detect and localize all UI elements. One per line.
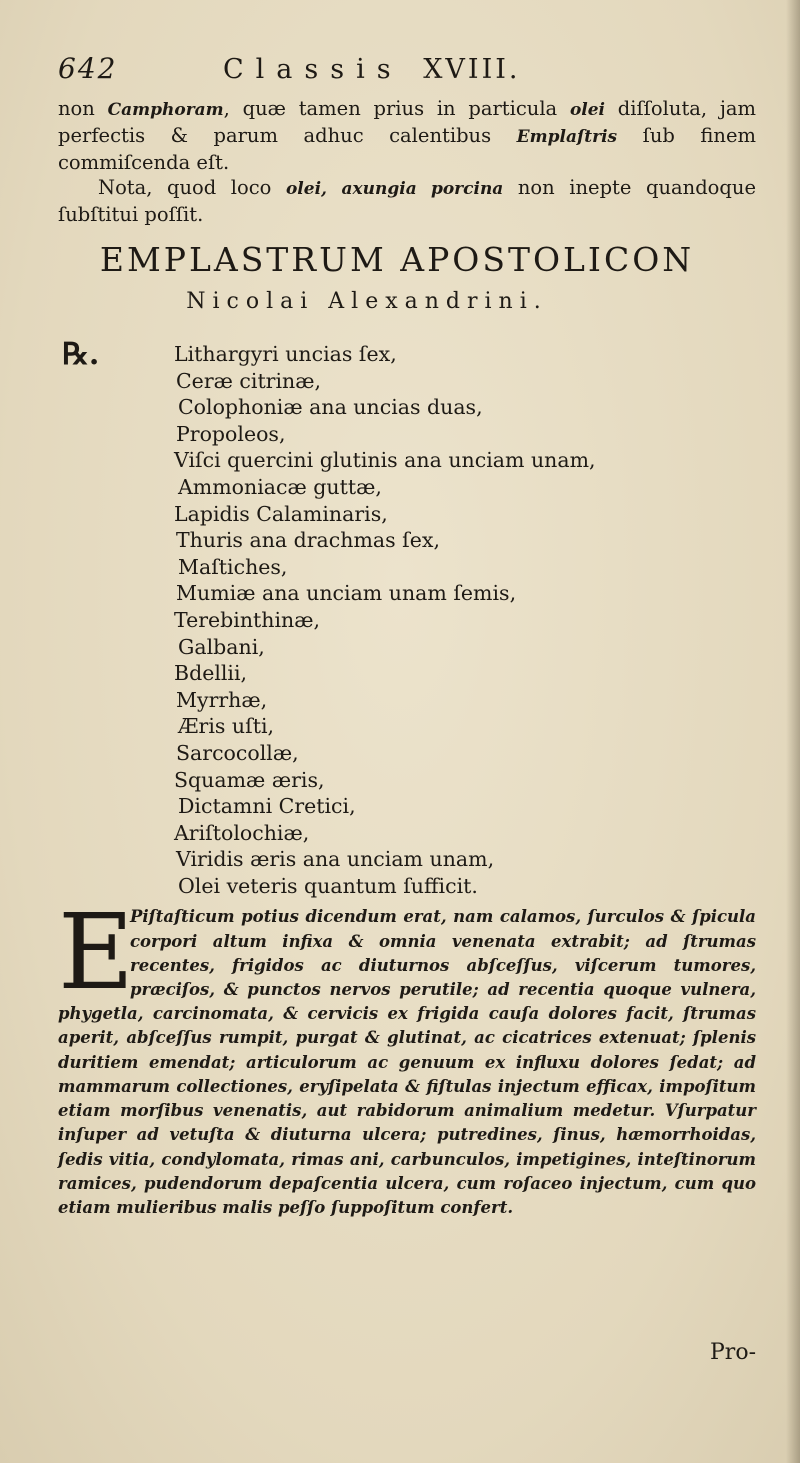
running-title (223, 54, 521, 85)
ingredient-item: Ceræ citrinæ, (176, 368, 322, 393)
note-text: non inepte quandoque ſubſtitui poſſit. (58, 176, 756, 226)
recipe-subtitle: Nicolai Alexandrini. (186, 289, 548, 314)
ingredient-item: Colophoniæ ana uncias duas, (178, 395, 483, 420)
recipe-symbol: ℞. (62, 337, 100, 372)
ingredient-item: Propoleos, (176, 421, 286, 446)
note-italic-olei: olei, (285, 179, 327, 199)
catchword: Pro- (710, 1340, 756, 1365)
ingredient-item: Viſci quercini glutinis ana unciam unam, (174, 448, 596, 473)
intro-italic-camphoram: Camphoram (107, 100, 224, 120)
ingredient-item: Maſtiches, (178, 554, 288, 579)
ingredient-list (58, 341, 756, 899)
intro-text: ſub finem commiſcenda eſt. (58, 124, 757, 174)
note-italic-axungia: axungia porcina (341, 179, 504, 199)
recipe-title: EMPLASTRUM APOSTOLICON (99, 240, 695, 279)
ingredient-item: Olei veteris quantum ſufficit. (178, 873, 478, 898)
ingredient-item: Terebinthinæ, (174, 607, 321, 632)
intro-text: non (58, 97, 95, 120)
ingredient-item: Ariſtolochiæ, (174, 820, 310, 845)
ingredient-item: Thuris ana drachmas ſex, (176, 528, 440, 553)
ingredient-item: Dictamni Cretici, (178, 794, 356, 819)
page-number: 642 (58, 52, 118, 85)
commentary-text: Piſtaſticum potius dicendum erat, nam calamos, ſurculos & ſpicula corpori altum infixa & omnia venenata extrabit; ad ſtrumas recentes, frigidos ac diuturnos abſceſſus, viſcerum tumores, præciſos, & punctos nervos perutile; ad recentia quoque vulnera, phygetla, carcinomata, & cervicis ex frigida cauſa dolores facit, ſtrumas aperit, abſceſſus rumpit, purgat & glutinat, ac cicatrices extenuat; ſplenis duritiem emendat; articulorum ac genuum ex influxu dolores ſedat; ad mammarum collectiones, eryſipelata & fiſtulas injectum efficax, impoſitum etiam morſibus venenatis, aut rabidorum animalium medetur. Vſurpatur inſuper ad vetuſta & diuturna ulcera; putredines, ſinus, hæmorrhoidas, ſedis vitia, condylomata, rimas ani, carbunculos, impetigines, inteſtinorum ramices, pudendorum depaſcentia ulcera, cum roſaceo injectum, cum quo etiam mulieribus malis peſſo ſuppoſitum confert. (58, 907, 756, 1217)
intro-italic-emplastris: Emplaſtris (516, 127, 618, 147)
intro-text: diſſoluta, jam perfectis & parum adhuc calentibus (58, 97, 756, 147)
page-edge-shadow (786, 0, 800, 1463)
ingredient-item: Mumiæ ana unciam unam ſemis, (176, 581, 517, 606)
running-title-numeral: XVIII. (423, 54, 521, 85)
ingredient-item: Bdellii, (174, 661, 248, 686)
intro-text: , quæ tamen prius in particula (223, 97, 558, 120)
note-text: Nota, quod loco (98, 176, 272, 199)
running-head (58, 52, 756, 96)
ingredient-item: Lapidis Calaminaris, (174, 501, 388, 526)
running-title-word: Classis (223, 54, 403, 85)
ingredient-item: Lithargyri uncias ſex, (174, 342, 397, 366)
ingredient-item: Squamæ æris, (174, 767, 325, 792)
intro-italic-olei: olei (569, 100, 606, 120)
ingredient-item: Æris uſti, (178, 714, 275, 739)
ingredient-item: Ammoniacæ guttæ, (178, 474, 382, 499)
intro-paragraph (58, 96, 756, 227)
drop-cap-letter: E (58, 891, 134, 1014)
ingredient-item: Viridis æris ana unciam unam, (176, 847, 495, 872)
ingredient-item: Galbani, (178, 634, 265, 659)
ingredient-item: Sarcocollæ, (176, 740, 299, 765)
ingredient-item: Myrrhæ, (176, 687, 268, 712)
commentary-paragraph (58, 891, 756, 1220)
recipe-block (58, 337, 756, 899)
